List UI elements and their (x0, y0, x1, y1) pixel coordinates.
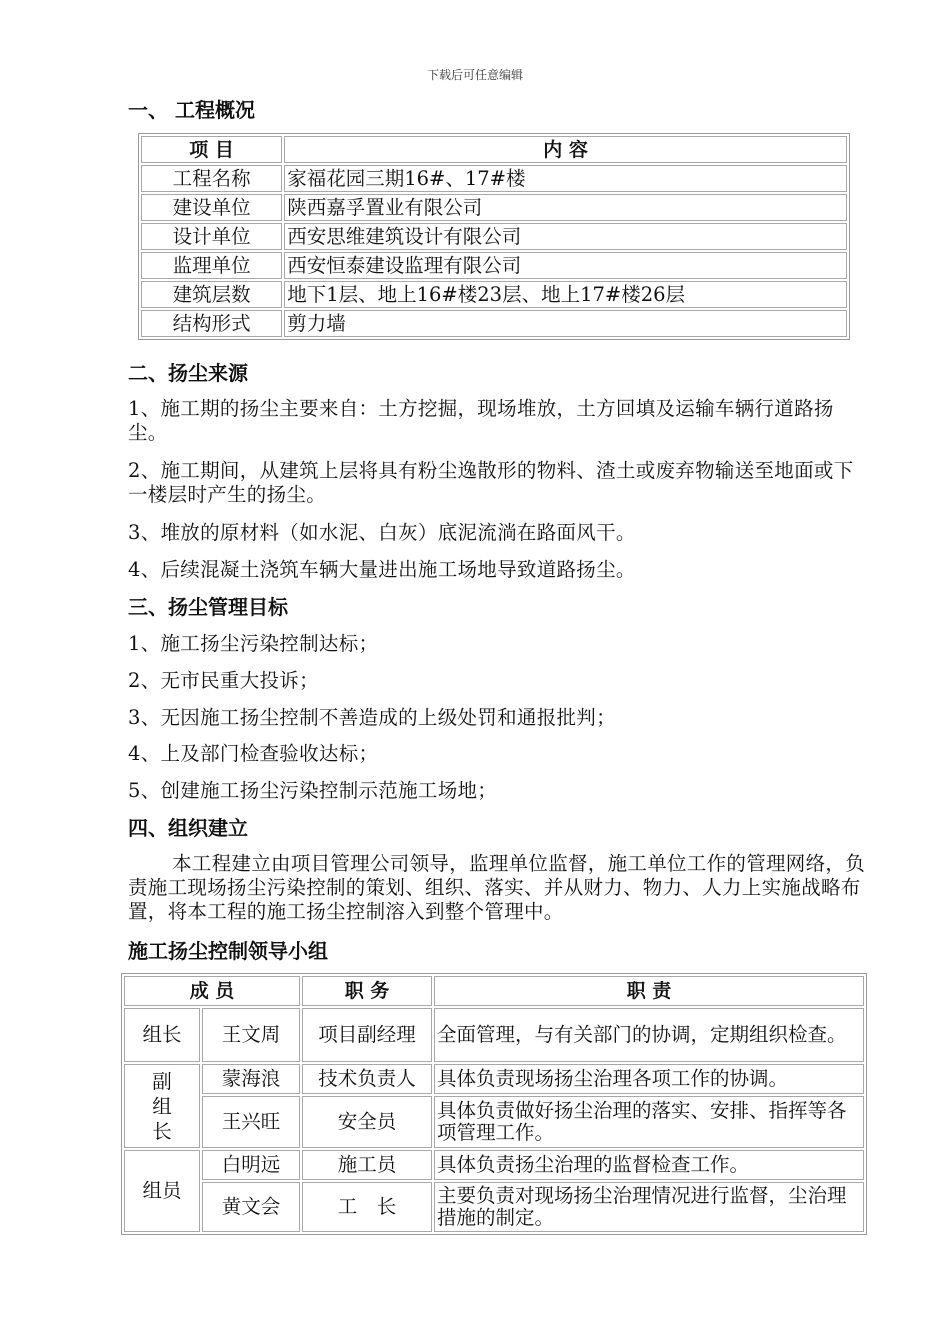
row-value: 西安思维建筑设计有限公司 (284, 223, 847, 250)
role-leader: 组长 (124, 1008, 200, 1062)
goal-item: 5、创建施工扬尘污染控制示范施工场地； (128, 779, 498, 802)
row-label: 工程名称 (141, 165, 282, 192)
member-position: 工 长 (302, 1182, 432, 1232)
table-row (124, 1096, 864, 1148)
goal-item: 2、无市民重大投诉； (128, 669, 319, 692)
table-row (141, 310, 847, 337)
dust-source-item: 3、堆放的原材料（如水泥、白灰）底泥流淌在路面风干。 (128, 521, 636, 544)
row-label: 建设单位 (141, 194, 282, 221)
member-duty: 全面管理，与有关部门的协调，定期组织检查。 (434, 1008, 864, 1062)
member-position: 安全员 (302, 1096, 432, 1148)
table-row (141, 223, 847, 250)
project-overview-table (138, 133, 850, 340)
page-header-note: 下载后可任意编辑 (426, 68, 523, 82)
member-position: 施工员 (302, 1150, 432, 1180)
member-name: 黄文会 (202, 1182, 300, 1232)
row-value: 西安恒泰建设监理有限公司 (284, 252, 847, 279)
member-duty: 具体负责做好扬尘治理的落实、安排、指挥等各项管理工作。 (434, 1096, 864, 1148)
member-duty: 具体负责扬尘治理的监督检查工作。 (434, 1150, 864, 1180)
row-label: 监理单位 (141, 252, 282, 279)
header-member: 成 员 (124, 976, 300, 1006)
member-duty: 具体负责现场扬尘治理各项工作的协调。 (434, 1064, 864, 1094)
goal-item: 3、无因施工扬尘控制不善造成的上级处罚和通报批判； (128, 706, 616, 729)
header-content: 内 容 (284, 136, 847, 163)
table-row (124, 1008, 864, 1062)
leadership-group-title: 施工扬尘控制领导小组 (128, 939, 328, 963)
header-duty: 职 责 (434, 976, 864, 1006)
dust-source-item: 2、施工期间，从建筑上层将具有粉尘逸散形的物料、渣土或废弃物输送至地面或下一楼层时产生的扬尘。 (128, 459, 854, 506)
row-value: 陕西嘉孚置业有限公司 (284, 194, 847, 221)
table-row (141, 252, 847, 279)
table-row (124, 1150, 864, 1180)
member-duty: 主要负责对现场扬尘治理情况进行监督，尘治理措施的制定。 (434, 1182, 864, 1232)
table-row (124, 1064, 864, 1094)
section1-title: 一、 工程概况 (128, 98, 255, 122)
row-label: 设计单位 (141, 223, 282, 250)
member-name: 蒙海浪 (202, 1064, 300, 1094)
table-row (124, 1182, 864, 1232)
table-row (141, 281, 847, 308)
member-name: 王兴旺 (202, 1096, 300, 1148)
dust-source-item: 1、施工期的扬尘主要来自：土方挖掘，现场堆放，土方回填及运输车辆行道路扬尘。 (128, 397, 834, 444)
header-position: 职 务 (302, 976, 432, 1006)
member-position: 项目副经理 (302, 1008, 432, 1062)
header-item: 项 目 (141, 136, 282, 163)
table-header-row (124, 976, 864, 1006)
section3-title: 三、扬尘管理目标 (128, 595, 288, 619)
role-member: 组员 (124, 1150, 200, 1232)
role-vice: 副组长 (152, 1069, 172, 1143)
row-label: 结构形式 (141, 310, 282, 337)
row-value: 地下1层、地上16#楼23层、地上17#楼26层 (284, 281, 847, 308)
table-row (141, 165, 847, 192)
table-header-row (141, 136, 847, 163)
table-row (141, 194, 847, 221)
row-label: 建筑层数 (141, 281, 282, 308)
dust-source-item: 4、后续混凝土浇筑车辆大量进出施工场地导致道路扬尘。 (128, 558, 636, 581)
role-vice-cell (124, 1064, 200, 1148)
row-value: 家福花园三期16#、17#楼 (284, 165, 847, 192)
member-position: 技术负责人 (302, 1064, 432, 1094)
goal-item: 1、施工扬尘污染控制达标； (128, 632, 379, 655)
member-name: 王文周 (202, 1008, 300, 1062)
organization-paragraph: 本工程建立由项目管理公司领导，监理单位监督，施工单位工作的管理网络，负责施工现场扬尘污染控制的策划、组织、落实、并从财力、物力、人力上实施战略布置，将本工程的施工扬尘控制溶入到整个管理中。 (128, 852, 866, 923)
row-value: 剪力墙 (284, 310, 847, 337)
section2-title: 二、扬尘来源 (128, 361, 248, 385)
section4-title: 四、组织建立 (128, 816, 248, 840)
leadership-group-table (121, 973, 867, 1235)
member-name: 白明远 (202, 1150, 300, 1180)
goal-item: 4、上及部门检查验收达标； (128, 742, 379, 765)
